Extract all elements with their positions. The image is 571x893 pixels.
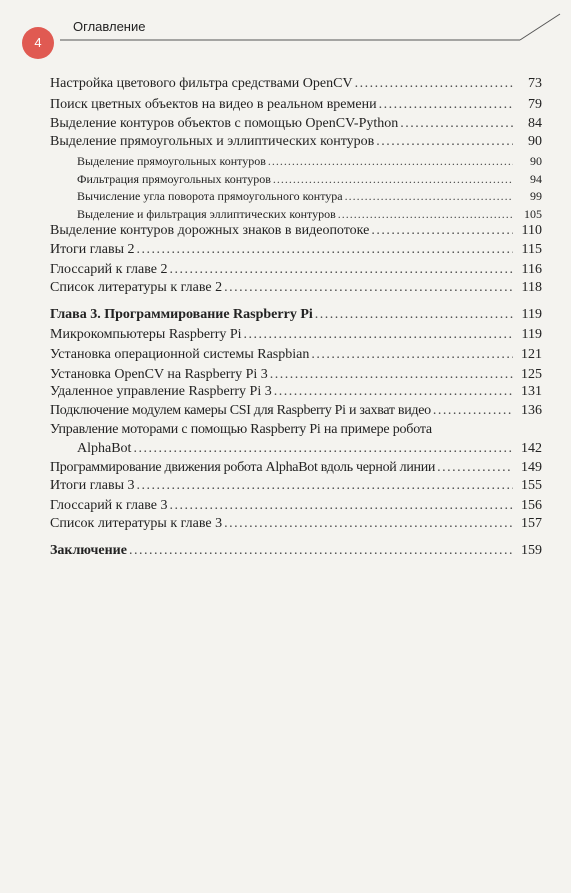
toc-entry-page: 99 [530, 189, 542, 203]
toc-entry[interactable] [50, 115, 542, 133]
toc-subentry[interactable] [77, 170, 542, 188]
toc-entry-page: 115 [521, 242, 542, 257]
toc-entry[interactable] [50, 477, 542, 495]
toc-entry[interactable] [50, 383, 542, 401]
toc-entry-title: Подключение модулем камеры CSI для Raspberry Pi и захват видео [50, 403, 431, 418]
toc-entry-title: Выделение контуров дорожных знаков в видеопотоке [50, 223, 370, 238]
toc-entry-page: 155 [521, 478, 542, 493]
toc-entry-page: 94 [530, 172, 542, 186]
toc-entry-continuation[interactable] [77, 440, 542, 458]
toc-entry-title: Микрокомпьютеры Raspberry Pi [50, 327, 242, 342]
toc-entry-page: 79 [528, 97, 542, 112]
toc-entry-title: Поиск цветных объектов на видео в реальном времени [50, 97, 377, 112]
toc-entry[interactable] [50, 96, 542, 114]
toc-entry-title: Установка операционной системы Raspbian [50, 347, 310, 362]
toc-entry-multiline-first[interactable] [50, 421, 515, 439]
toc-entry-page: 73 [528, 76, 542, 91]
toc-entry-title: Глава 3. Программирование Raspberry Pi [50, 307, 313, 322]
toc-entry[interactable] [50, 497, 542, 515]
toc-entry-page: 121 [521, 347, 542, 362]
toc-entry[interactable] [50, 326, 542, 344]
toc-entry-title: Выделение контуров объектов с помощью OpenCV-Python [50, 116, 399, 131]
toc-entry-page: 156 [521, 498, 542, 513]
toc-entry-page: 149 [521, 460, 542, 475]
toc-entry[interactable] [50, 222, 542, 240]
toc-conclusion-entry[interactable] [50, 542, 542, 560]
toc-entry-title: Управление моторами с помощью Raspberry Pi на примере робота [50, 422, 432, 437]
toc-entry-title: Итоги главы 3 [50, 478, 135, 493]
toc-entry-title: Выделение прямоугольных контуров [77, 154, 266, 168]
toc-entry-page: 125 [521, 367, 542, 382]
toc-entry[interactable] [50, 346, 542, 364]
toc-entry-title: Заключение [50, 543, 127, 558]
toc-entry-page: 131 [521, 384, 542, 399]
toc-entry-title: Вычисление угла поворота прямоугольного контура [77, 189, 343, 203]
toc-entry-page: 119 [521, 327, 542, 342]
toc-entry-title-continuation: AlphaBot [77, 441, 132, 456]
toc-entry-page: 118 [521, 280, 542, 295]
running-title: Оглавление [73, 19, 146, 34]
toc-entry-page: 136 [521, 403, 542, 418]
toc-subentry[interactable] [77, 152, 542, 170]
toc-entry-page: 119 [521, 307, 542, 322]
toc-entry-title: Глоссарий к главе 2 [50, 262, 168, 277]
toc-entry-page: 90 [530, 154, 542, 168]
toc-entry-page: 159 [521, 543, 542, 558]
toc-entry[interactable] [50, 261, 542, 279]
toc-entry[interactable] [50, 133, 542, 151]
toc-entry[interactable] [50, 366, 542, 384]
toc-entry-title: Итоги главы 2 [50, 242, 135, 257]
toc-entry-title: Удаленное управление Raspberry Pi 3 [50, 384, 272, 399]
toc-chapter-entry[interactable] [50, 306, 542, 324]
toc-entry[interactable] [50, 279, 542, 297]
toc-entry-page: 142 [521, 441, 542, 456]
toc-entry-title: Выделение и фильтрация эллиптических контуров [77, 207, 336, 221]
toc-entry-page: 116 [521, 262, 542, 277]
toc-entry-page: 157 [521, 516, 542, 531]
toc-entry-page: 110 [521, 223, 542, 238]
toc-entry-title: Выделение прямоугольных и эллиптических контуров [50, 134, 375, 149]
toc-entry-title: Установка OpenCV на Raspberry Pi 3 [50, 367, 268, 382]
page-header [0, 0, 571, 60]
toc-entry-title: Настройка цветового фильтра средствами OpenCV [50, 76, 353, 91]
toc-entry-title: Программирование движения робота AlphaBot вдоль черной линии [50, 460, 436, 475]
toc-entry[interactable] [50, 459, 542, 477]
toc-subentry[interactable] [77, 205, 542, 223]
toc-entry-title: Список литературы к главе 3 [50, 516, 223, 531]
toc-entry-title: Список литературы к главе 2 [50, 280, 223, 295]
toc-entry[interactable] [50, 515, 542, 533]
toc-entry-title: Фильтрация прямоугольных контуров [77, 172, 271, 186]
toc-entry-page: 84 [528, 116, 542, 131]
toc-entry[interactable] [50, 75, 542, 93]
toc-entry-page: 105 [524, 207, 542, 221]
toc-entry[interactable] [50, 241, 542, 259]
toc-subentry[interactable] [77, 187, 542, 205]
toc-entry-page: 90 [528, 134, 542, 149]
toc-entry-title: Глоссарий к главе 3 [50, 498, 168, 513]
toc-entry[interactable] [50, 402, 542, 420]
page-number-badge: 4 [22, 27, 54, 59]
